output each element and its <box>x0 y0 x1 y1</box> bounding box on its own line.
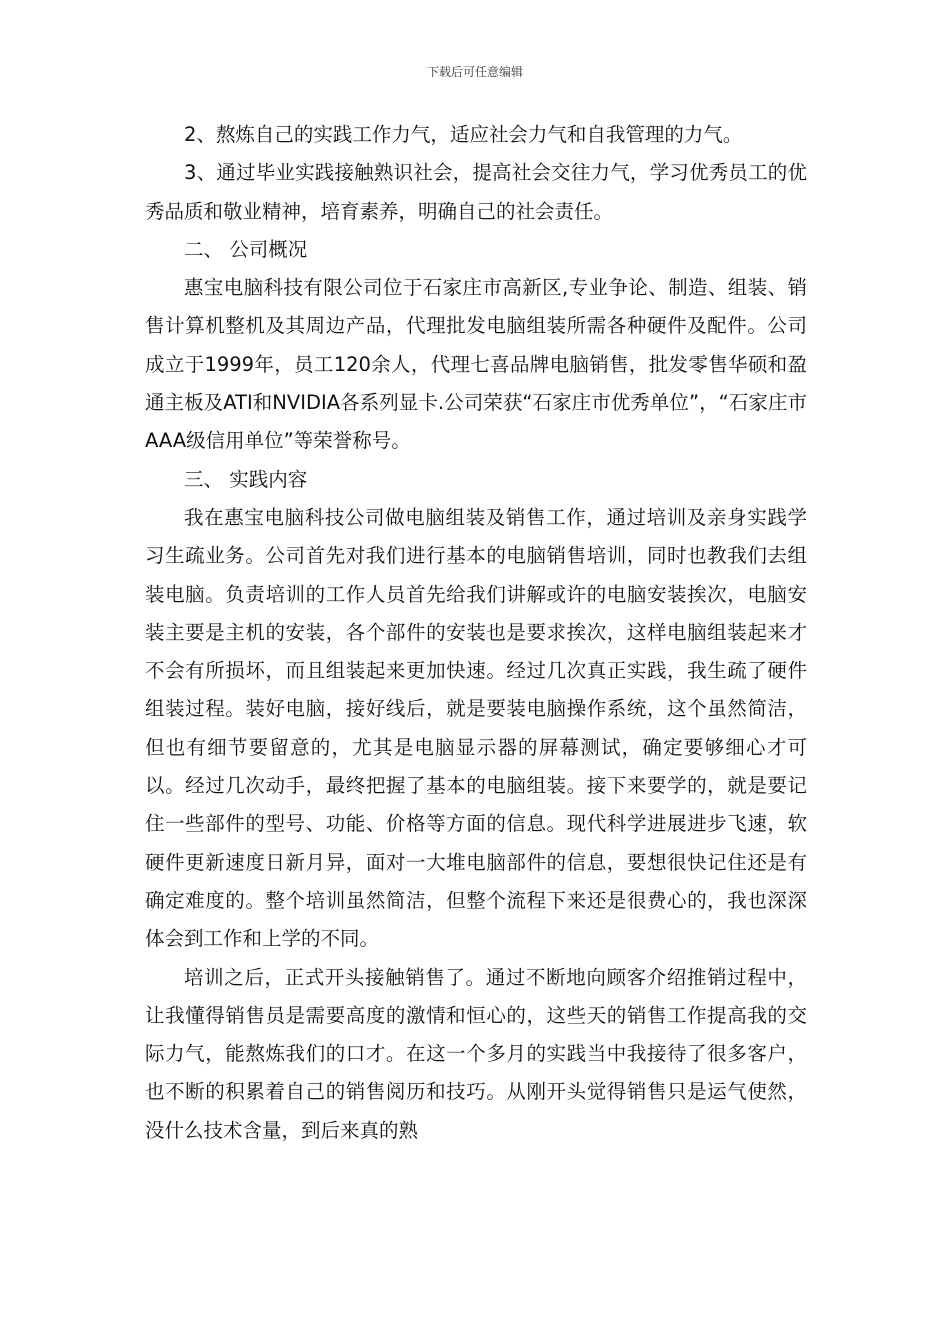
paragraph-sales: 培训之后，正式开头接触销售了。通过不断地向顾客介绍推销过程中，让我懂得销售员是需要高度的激情和恒心的，这些天的销售工作提高我的交际力气，能熬炼我们的口才。在这一个多月的实践当中我接待了很多客户，也不断的积累着自己的销售阅历和技巧。从刚开头觉得销售只是运气使然，没什么技术含量，到后来真的熟 <box>145 965 807 1142</box>
section-heading-practice-content: 三、 实践内容 <box>184 467 308 491</box>
section-heading-company-overview: 二、 公司概况 <box>184 237 308 261</box>
paragraph-training: 我在惠宝电脑科技公司做电脑组装及销售工作，通过培训及亲身实践学习生疏业务。公司首先对我们进行基本的电脑销售培训，同时也教我们去组装电脑。负责培训的工作人员首先给我们讲解或许的电脑安装挨次，电脑安装主要是主机的安装，各个部件的安装也是要求挨次，这样电脑组装起来才不会有所损坏，而且组装起来更加快速。经过几次真正实践，我生疏了硬件组装过程。装好电脑，接好线后，就是要装电脑操作系统，这个虽然简洁，但也有细节要留意的，尤其是电脑显示器的屏幕测试，确定要够细心才可以。经过几次动手，最终把握了基本的电脑组装。接下来要学的，就是要记住一些部件的型号、功能、价格等方面的信息。现代科学进展进步飞速，软硬件更新速度日新月异，面对一大堆电脑部件的信息，要想很快记住还是有确定难度的。整个培训虽然简洁，但整个流程下来还是很费心的，我也深深体会到工作和上学的不同。 <box>145 505 807 951</box>
paragraph-objective-3: 3、通过毕业实践接触熟识社会，提高社会交往力气，学习优秀员工的优秀品质和敬业精神，培育素养，明确自己的社会责任。 <box>145 161 807 223</box>
document-body <box>145 116 807 1150</box>
page-header-note: 下载后可任意编辑 <box>426 65 523 79</box>
paragraph-company-overview: 惠宝电脑科技有限公司位于石家庄市高新区,专业争论、制造、组装、销售计算机整机及其周边产品，代理批发电脑组装所需各种硬件及配件。公司成立于1999年，员工120余人，代理七喜品牌电脑销售，批发零售华硕和盈通主板及ATI和NVIDIA各系列显卡.公司荣获“石家庄市优秀单位”，“石家庄市AAA级信用单位”等荣誉称号。 <box>145 276 807 453</box>
paragraph-objective-2: 2、熬炼自己的实践工作力气，适应社会力气和自我管理的力气。 <box>184 123 743 146</box>
